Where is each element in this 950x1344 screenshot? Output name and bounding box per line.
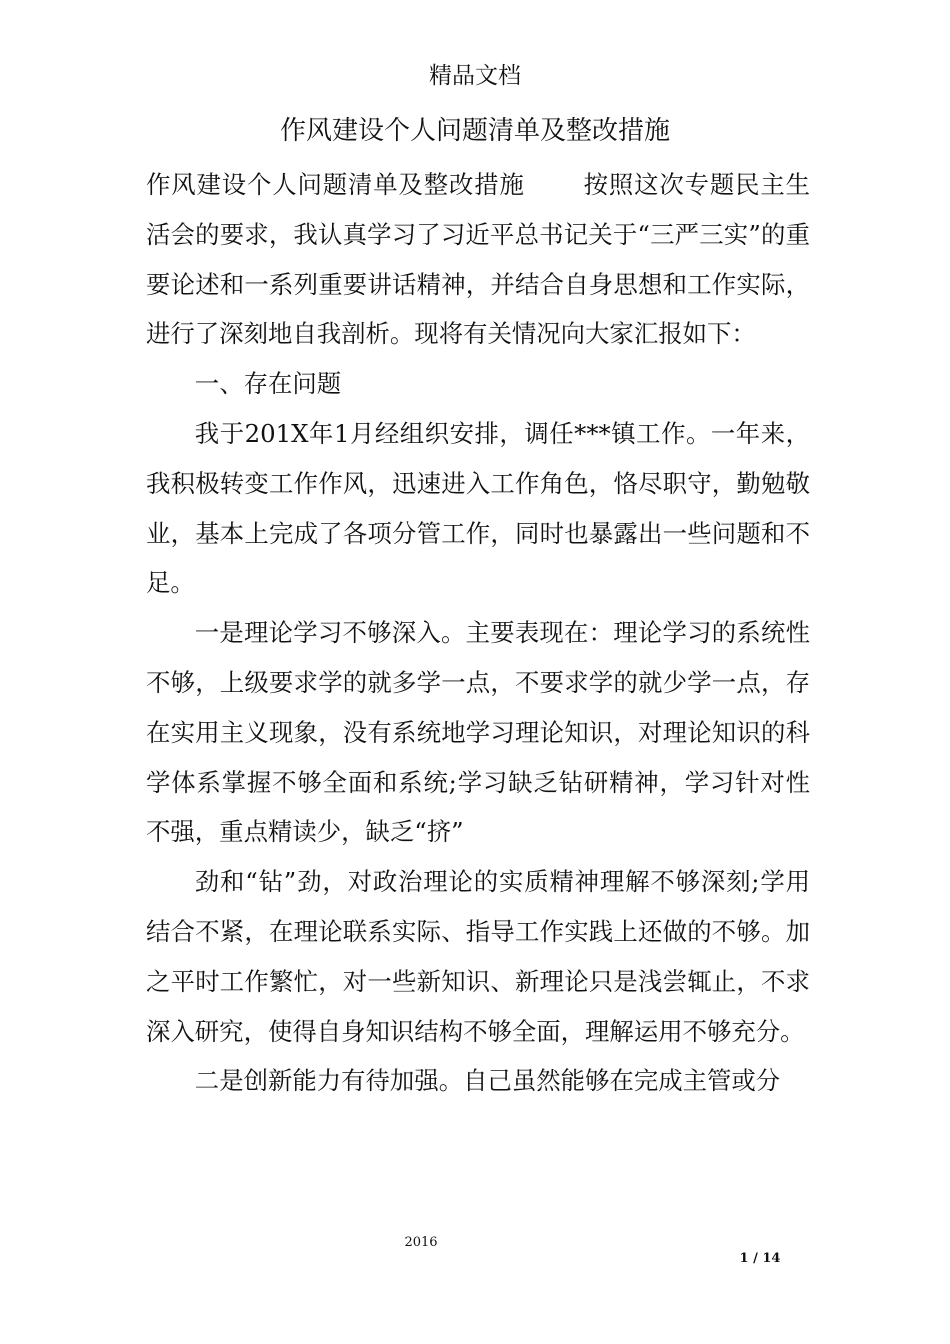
footer-year: 2016	[404, 1235, 438, 1250]
intro-paragraph	[146, 160, 810, 359]
intro-lead: 作风建设个人问题清单及整改措施	[146, 170, 525, 199]
body-paragraph: 我于201X年1月经组织安排，调任***镇工作。一年来，我积极转变工作作风，迅速进入工作角色，恪尽职守，勤勉敬业，基本上完成了各项分管工作，同时也暴露出一些问题和不足。	[146, 418, 810, 598]
page-header-label: 精品文档	[429, 63, 521, 89]
body-paragraph: 劲和“钻”劲，对政治理论的实质精神理解不够深刻;学用结合不紧，在理论联系实际、指导工作实践上还做的不够。加之平时工作繁忙，对一些新知识、新理论只是浅尝辄止，不求深入研究，使得自身知识结构不够全面，理解运用不够充分。	[146, 867, 810, 1046]
intro-body: 按照这次专题民主生活会的要求，我认真学习了习近平总书记关于“三严三实”的重要论述和一系列重要讲话精神，并结合自身思想和工作实际，进行了深刻地自我剖析。现将有关情况向大家汇报如下：	[146, 170, 810, 349]
page-number: 1 / 14	[739, 1251, 781, 1266]
section-heading-problems: 一、存在问题	[194, 369, 342, 399]
body-paragraph: 二是创新能力有待加强。自己虽然能够在完成主管或分	[194, 1066, 781, 1096]
document-title: 作风建设个人问题清单及整改措施	[279, 116, 670, 146]
document-body	[146, 160, 810, 1106]
body-paragraph: 一是理论学习不够深入。主要表现在：理论学习的系统性不够，上级要求学的就多学一点，不要求学的就少学一点，存在实用主义现象，没有系统地学习理论知识，对理论知识的科学体系掌握不够全面和系统;学习缺乏钻研精神，学习针对性不强，重点精读少，缺乏“挤”	[146, 618, 810, 847]
